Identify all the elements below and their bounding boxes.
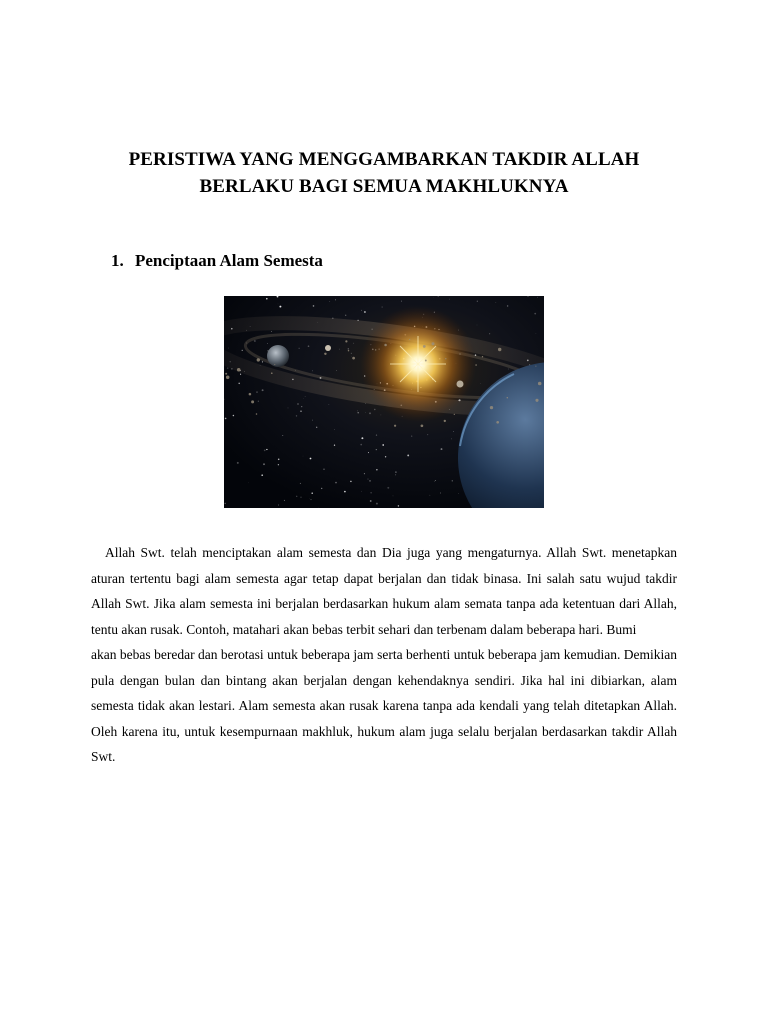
star (441, 448, 443, 450)
asteroid (444, 420, 446, 422)
star (299, 348, 300, 349)
star (279, 306, 281, 308)
star (364, 311, 366, 313)
asteroid (384, 344, 387, 347)
star (369, 480, 370, 481)
star (296, 496, 297, 497)
star (370, 500, 372, 502)
star (301, 406, 302, 407)
star (303, 398, 304, 399)
asteroid (482, 356, 483, 357)
star (382, 307, 383, 308)
star (254, 340, 256, 342)
asteroid (425, 360, 427, 362)
star (393, 496, 394, 497)
star (321, 488, 322, 489)
star (225, 418, 227, 420)
star (339, 349, 340, 350)
star (262, 389, 264, 391)
star (481, 383, 482, 384)
section-heading (111, 250, 323, 272)
star (357, 411, 358, 412)
asteroid (535, 399, 538, 402)
star (430, 495, 431, 496)
asteroid (409, 339, 410, 340)
star (263, 463, 265, 465)
star (300, 483, 301, 484)
section-number: 1. (111, 251, 124, 270)
star (374, 409, 375, 410)
star (225, 503, 226, 504)
star (534, 313, 536, 315)
asteroid (394, 425, 396, 427)
star (248, 483, 249, 484)
star (507, 305, 508, 306)
star (369, 412, 371, 414)
star (278, 504, 279, 505)
star (477, 325, 478, 326)
title-line-2: BERLAKU BAGI SEMUA MAKHLUKNYA (199, 176, 569, 197)
star (303, 456, 304, 457)
asteroid (538, 382, 542, 386)
star (348, 348, 349, 349)
page-title (60, 146, 708, 200)
star (411, 436, 412, 437)
asteroid (423, 345, 426, 348)
star (434, 481, 435, 482)
star (278, 464, 279, 465)
star (262, 361, 263, 362)
star (237, 462, 239, 464)
asteroid (352, 357, 355, 360)
asteroid (251, 400, 254, 403)
star (376, 449, 377, 450)
star (489, 333, 490, 334)
asteroid (421, 424, 424, 427)
star (323, 469, 324, 470)
asteroid (535, 366, 536, 367)
star (376, 469, 377, 470)
star (536, 333, 537, 334)
star (227, 367, 229, 369)
star (508, 369, 509, 370)
star (427, 434, 428, 435)
star (364, 473, 365, 474)
star (451, 439, 452, 440)
star (353, 343, 354, 344)
star (310, 499, 311, 500)
asteroid (475, 364, 477, 366)
asteroid (274, 364, 275, 365)
section-title: Penciptaan Alam Semesta (135, 251, 323, 270)
asteroid (324, 353, 326, 355)
star (258, 401, 259, 402)
star (238, 383, 239, 384)
star (452, 480, 453, 481)
asteroid (271, 372, 273, 374)
star (334, 445, 335, 446)
star (449, 299, 450, 300)
star (370, 492, 371, 493)
star (266, 449, 267, 450)
star (316, 427, 317, 428)
tiny-planet (325, 345, 331, 351)
star (308, 345, 310, 347)
star (350, 481, 352, 483)
star (266, 298, 268, 300)
star (368, 452, 369, 453)
star (284, 500, 285, 501)
star (376, 503, 378, 505)
star (305, 396, 306, 397)
star (310, 458, 312, 460)
asteroid (225, 373, 227, 375)
star (361, 310, 362, 311)
star (329, 404, 330, 405)
star (438, 296, 439, 297)
tiny-planet-2 (457, 381, 464, 388)
asteroid (490, 406, 493, 409)
star (233, 415, 235, 417)
star (477, 301, 478, 302)
asteroid (256, 413, 258, 415)
body-text (91, 540, 677, 770)
star (278, 304, 279, 305)
star (382, 444, 384, 446)
star (398, 505, 399, 506)
star (242, 350, 243, 351)
star (228, 348, 229, 349)
asteroid (431, 342, 434, 345)
asteroid (345, 340, 347, 342)
star (407, 454, 409, 456)
star (240, 374, 241, 375)
star (367, 479, 368, 480)
star (312, 370, 313, 371)
paragraph-1: Allah Swt. telah menciptakan alam semesta dan Dia juga yang mengaturnya. Allah Swt. menetapkan aturan tertentu bagi alam semesta agar tetap dapat berjalan dan tidak binasa. Ini salah satu wujud takdir Allah Swt. Jika alam semesta ini berjalan berdasarkan hukum alam semata tanpa ada ketentuan dari Allah, tentu akan rusak. Contoh, matahari akan bebas terbit sehari dan terbenam dalam beberapa hari. Bumi (91, 545, 677, 637)
asteroid (496, 421, 499, 424)
star (401, 301, 402, 302)
small-planet (267, 345, 289, 367)
star (361, 491, 362, 492)
space-scene (224, 296, 544, 508)
star (335, 299, 336, 300)
star (335, 482, 337, 484)
star (537, 297, 538, 298)
star (345, 315, 346, 316)
star (387, 487, 389, 489)
star (351, 353, 352, 354)
star (312, 420, 313, 421)
asteroid (459, 353, 460, 354)
star (288, 407, 289, 408)
star (311, 492, 312, 493)
asteroid (375, 349, 376, 350)
star (267, 343, 268, 344)
solar-system-illustration (224, 296, 544, 508)
asteroid (348, 350, 349, 351)
star (453, 431, 454, 432)
asteroid (226, 376, 230, 380)
star (395, 475, 396, 476)
asteroid (454, 414, 455, 415)
star (301, 497, 302, 498)
star (360, 444, 362, 446)
star (336, 370, 337, 371)
star (297, 403, 299, 405)
star (271, 331, 272, 332)
star (440, 493, 441, 494)
star (278, 459, 280, 461)
star (361, 437, 363, 439)
star (376, 434, 377, 435)
asteroid (257, 358, 260, 361)
star (282, 435, 283, 436)
star (435, 480, 436, 481)
asteroid (507, 397, 508, 398)
star (261, 474, 263, 476)
paragraph-2: akan bebas beredar dan berotasi untuk beberapa jam serta berhenti untuk beberapa jam kemudian. Demikian pula dengan bulan dan bintang akan berjalan dengan kehendaknya sendiri. Jika hal ini dibiarkan, alam semesta tidak akan lestari. Alam semesta akan rusak karena tanpa ada kendali yang telah ditetapkan Allah. Oleh karena itu, untuk kesempurnaan makhluk, hukum alam juga selalu berjalan berdasarkan takdir Allah Swt. (91, 647, 677, 764)
asteroid (445, 358, 446, 359)
star (344, 491, 346, 493)
star (334, 429, 335, 430)
star (385, 456, 386, 457)
star (313, 305, 315, 307)
star (300, 410, 301, 411)
asteroid (249, 393, 252, 396)
star (264, 450, 266, 452)
asteroid (498, 348, 501, 351)
asteroid (237, 368, 241, 372)
star (256, 391, 258, 393)
star (357, 412, 358, 413)
star (330, 302, 331, 303)
star (381, 415, 382, 416)
title-line-1: PERISTIWA YANG MENGGAMBARKAN TAKDIR ALLAH (128, 149, 640, 170)
star (395, 471, 397, 473)
star (296, 415, 297, 416)
